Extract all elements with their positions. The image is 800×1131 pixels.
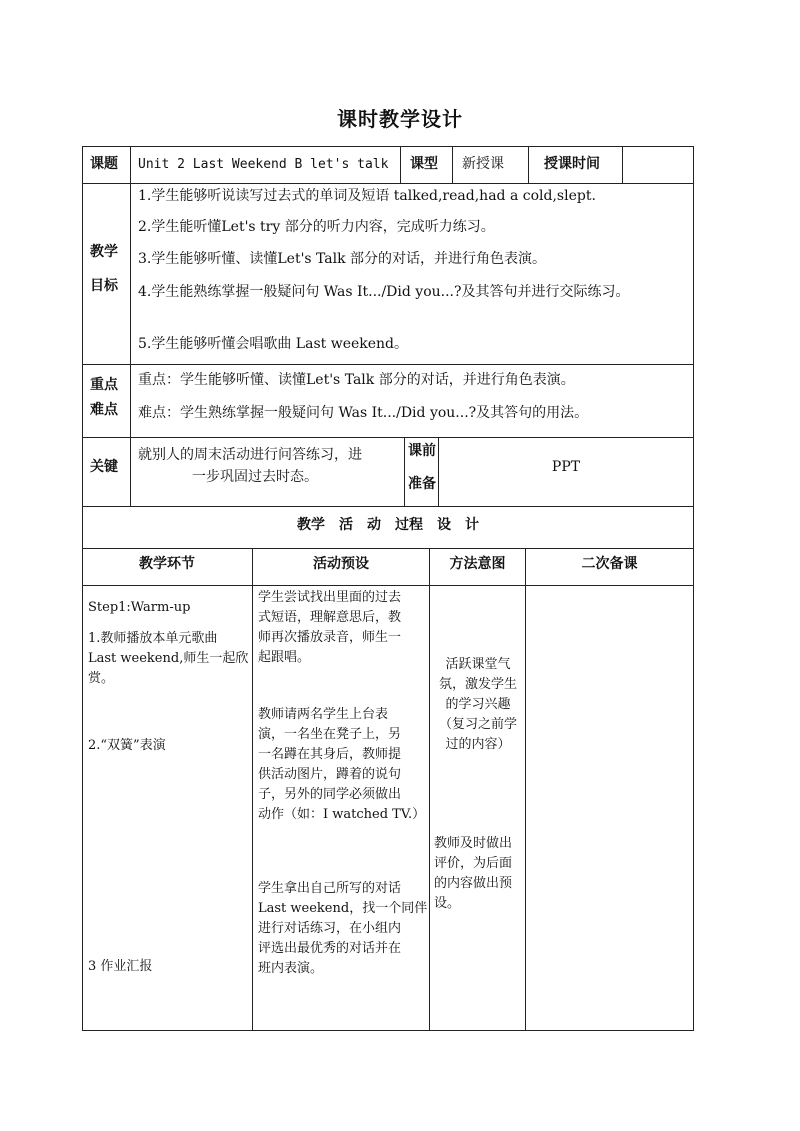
activity-line: 师再次播放录音，师生一	[258, 630, 402, 645]
key-label: 关键	[90, 459, 118, 475]
step-line: 赏。	[88, 671, 115, 686]
row-divider	[82, 506, 694, 507]
activity-block-2	[258, 705, 428, 825]
table-border-top	[82, 146, 694, 147]
process-title: 教学 活 动 过程 设 计	[297, 517, 479, 533]
col-divider	[528, 146, 529, 183]
objective-item: 3.学生能够听懂、读懂Let's Talk 部分的对话，并进行角色表演。	[138, 251, 547, 267]
activity-line: 演，一名坐在凳子上，另	[258, 727, 402, 742]
column-header: 活动预设	[313, 556, 369, 572]
activity-line: 评选出最优秀的对话并在	[258, 941, 402, 956]
intent-line: 的学习兴趣	[445, 697, 511, 712]
objective-item: 2.学生能听懂Let's try 部分的听力内容，完成听力练习。	[138, 219, 495, 235]
row-divider	[82, 183, 694, 184]
activity-line: 学生尝试找出里面的过去	[258, 590, 402, 605]
intent-line: 氛，激发学生	[438, 677, 517, 692]
difficult-point-text: 难点：学生熟练掌握一般疑问句 Was It.../Did you...?及其答句的用法。	[138, 405, 589, 421]
objectives-label-line2: 目标	[90, 278, 118, 294]
row-divider	[82, 437, 694, 438]
activity-line: 子，另外的同学必须做出	[258, 787, 402, 802]
activity-line: 式短语，理解意思后，教	[258, 610, 402, 625]
objectives-label-line1: 教学	[90, 244, 118, 260]
col-divider	[429, 548, 430, 1030]
intent-line: 设。	[434, 896, 461, 911]
activity-line: 班内表演。	[258, 961, 324, 976]
table-border-bottom	[82, 1030, 694, 1031]
lesson-plan-table	[82, 146, 694, 1030]
key-content-line2: 一步巩固过去时态。	[192, 469, 318, 485]
activity-line: 供活动图片，蹲着的说句	[258, 767, 402, 782]
column-header: 教学环节	[139, 556, 195, 572]
col-divider	[400, 146, 401, 183]
step-line: 3 作业汇报	[88, 959, 153, 974]
activity-line: 教师请两名学生上台表	[258, 707, 389, 722]
objective-item: 4.学生能熟练掌握一般疑问句 Was It.../Did you...?及其答句并进行交际练习。	[138, 284, 630, 300]
intent-block-2	[434, 834, 526, 914]
time-label: 授课时间	[544, 156, 600, 172]
intent-line: 活跃课堂气	[445, 657, 511, 672]
column-header: 二次备课	[581, 556, 638, 572]
intent-line: 教师及时做出	[434, 836, 513, 851]
col-divider	[252, 548, 253, 1030]
prep-value: PPT	[551, 459, 581, 475]
keypoints-label-line2: 难点	[90, 402, 118, 418]
intent-line: （复习之前学	[438, 717, 517, 732]
step-line: Last weekend,师生一起欣	[88, 651, 249, 666]
col-divider	[622, 146, 623, 183]
topic-value: Unit 2 Last Weekend B let's talk	[138, 157, 389, 172]
table-border-right	[693, 146, 694, 1031]
key-content-line1: 就别人的周末活动进行问答练习，进	[138, 447, 362, 463]
activity-line: Last weekend，找一个同伴	[258, 901, 428, 916]
intent-line: 评价，为后面	[434, 856, 513, 871]
activity-block-1	[258, 588, 428, 668]
activity-line: 动作（如：I watched TV.）	[258, 807, 426, 822]
topic-label: 课题	[90, 156, 118, 172]
document-title: 课时教学设计	[337, 107, 463, 131]
objective-item: 5.学生能够听懂会唱歌曲 Last weekend。	[138, 336, 409, 352]
prep-label-line1: 课前	[408, 443, 436, 459]
objective-item: 1.学生能够听说读写过去式的单词及短语 talked,read,had a cold,slept.	[138, 188, 596, 204]
row-divider	[82, 364, 694, 365]
step-line: 2.“双簧”表演	[88, 738, 166, 753]
type-value: 新授课	[462, 156, 504, 172]
activity-line: 起跟唱。	[258, 650, 311, 665]
step-line: 1.教师播放本单元歌曲	[88, 631, 218, 646]
activity-line: 一名蹲在其身后，教师提	[258, 747, 402, 762]
keypoints-label-line1: 重点	[90, 377, 118, 393]
activity-line: 进行对话练习，在小组内	[258, 921, 402, 936]
row-divider	[82, 548, 694, 549]
col-divider	[452, 146, 453, 183]
col-divider	[404, 437, 405, 506]
col-divider	[130, 183, 131, 506]
prep-label-line2: 准备	[408, 476, 436, 492]
col-divider	[130, 146, 131, 183]
key-point-text: 重点：学生能够听懂、读懂Let's Talk 部分的对话，并进行角色表演。	[138, 372, 575, 388]
intent-line: 的内容做出预	[434, 876, 513, 891]
activity-block-3	[258, 879, 428, 979]
row-divider	[82, 585, 694, 586]
col-divider	[525, 548, 526, 1030]
intent-block-1	[431, 655, 525, 755]
step-title: Step1:Warm-up	[88, 600, 191, 615]
table-border-left	[82, 146, 83, 1031]
activity-line: 学生拿出自己所写的对话	[258, 881, 402, 896]
type-label: 课型	[410, 156, 438, 172]
column-header: 方法意图	[449, 556, 506, 572]
intent-line: 过的内容）	[445, 737, 511, 752]
